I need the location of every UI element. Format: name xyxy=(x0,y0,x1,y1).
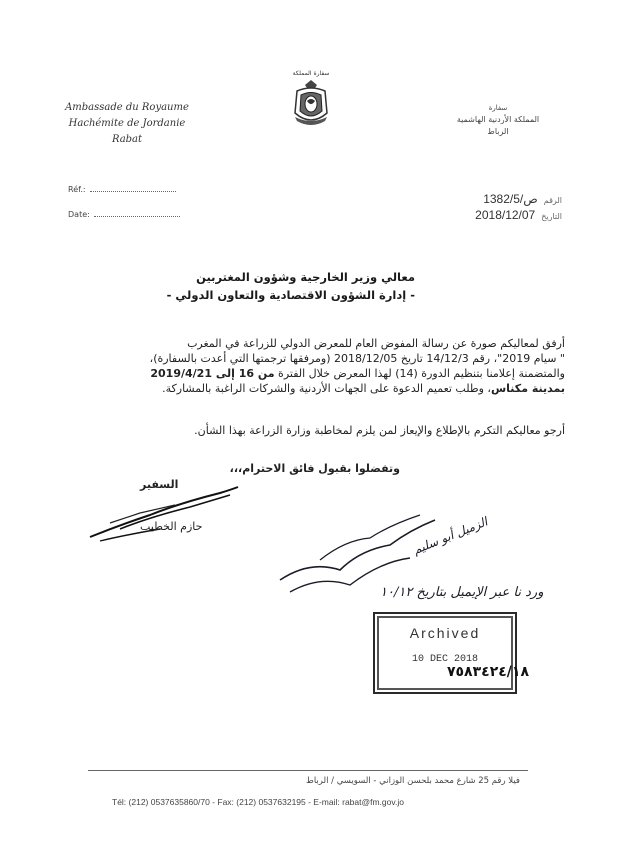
letterhead-french xyxy=(62,100,192,148)
stamp-title: Archived xyxy=(409,625,481,641)
letterhead-arabic xyxy=(448,102,548,138)
royal-emblem xyxy=(286,70,336,129)
p1-line-a: أرفق لمعاليكم صورة عن رسالة المفوض العام للمعرض الدولي للزراعة في المغرب xyxy=(187,337,565,350)
p1-line-b: " سيام 2019"، رقم 14/12/3 تاريخ 2018/12/05 (ومرفقها ترجمتها التي أعدت بالسفارة)، xyxy=(149,352,565,365)
p1-line-c-text: والمتضمنة إعلامنا بتنظيم الدورة (14) لهذا المعرض خلال الفترة xyxy=(274,367,565,380)
stamp-number: ٧٥٨٣٤٢٤/١٨ xyxy=(446,664,529,680)
date-field-french xyxy=(68,208,180,219)
letterhead-ar-line-1: سفارة xyxy=(488,104,508,112)
emblem-caption: سفارة المملكة xyxy=(292,70,330,77)
date-label: Date: xyxy=(68,210,90,219)
letterhead-fr-line-3: Rabat xyxy=(111,134,143,145)
body-paragraph-1 xyxy=(65,336,565,396)
handwritten-note-1: الزميل أبو سليم xyxy=(411,514,490,558)
footer-address: فيلا رقم 25 شارع محمد بلحسن الوزاني - السويسي / الرباط xyxy=(305,776,520,786)
signature-scrawl xyxy=(80,485,250,545)
signature-name: حازم الخطيب xyxy=(140,520,203,533)
closing-line: وتفضلوا بقبول فائق الاحترام،،، xyxy=(229,462,400,475)
letterhead-ar-line-2: المملكة الأردنية الهاشمية xyxy=(456,115,540,124)
ar-date-label: التاريخ xyxy=(541,212,562,221)
p1-line-d-city: بمدينة مكناس xyxy=(491,382,565,395)
archived-stamp xyxy=(373,612,529,694)
p1-line-d xyxy=(65,381,565,396)
footer-divider xyxy=(88,770,528,771)
addressee-line-2: - إدارة الشؤون الاقتصادية والتعاون الدولي - xyxy=(166,288,415,302)
date-field-arabic xyxy=(475,208,562,222)
addressee-line-1: معالي وزير الخارجية وشؤون المغتربين xyxy=(196,270,415,284)
ref-label: Réf.: xyxy=(68,185,86,194)
ar-date-value: 2018/12/07 xyxy=(475,208,536,222)
addressee xyxy=(115,268,415,304)
handwritten-note-2: ورد نا عبر الإيميل بتاريخ ١٠/١٢ xyxy=(380,585,544,600)
coat-of-arms-icon xyxy=(291,79,331,129)
letterhead-fr-line-1: Ambassade du Royaume xyxy=(65,102,189,113)
body-paragraph-2 xyxy=(65,423,565,438)
letterhead-fr-line-2: Hachémite de Jordanie xyxy=(68,118,186,129)
p1-line-c-dates: من 16 إلى 2019/4/21 xyxy=(150,367,275,380)
ref-dots xyxy=(90,183,176,192)
p1-line-d-text: ، وطلب تعميم الدعوة على الجهات الأردنية والشركات الراغبة بالمشاركة. xyxy=(162,382,491,395)
ref-field-french xyxy=(68,183,176,194)
signature-title: السفير xyxy=(140,478,179,491)
footer-contact: Tél: (212) 0537635860/70 - Fax: (212) 0537632195 - E-mail: rabat@fm.gov.jo xyxy=(112,797,404,807)
p2-text: أرجو معاليكم التكرم بالإطلاع والإيعاز لمن يلزم لمخاطبة وزارة الزراعة بهذا الشأن. xyxy=(194,424,565,437)
ar-ref-label: الرقم xyxy=(543,196,562,205)
ar-ref-value: 1382/5/ص xyxy=(483,192,538,206)
stamp-date: 10 DEC 2018 xyxy=(411,654,478,665)
p1-line-c xyxy=(65,366,565,381)
ref-field-arabic xyxy=(483,192,562,206)
date-dots xyxy=(94,208,180,217)
letterhead-ar-line-3: الرباط xyxy=(487,127,509,136)
